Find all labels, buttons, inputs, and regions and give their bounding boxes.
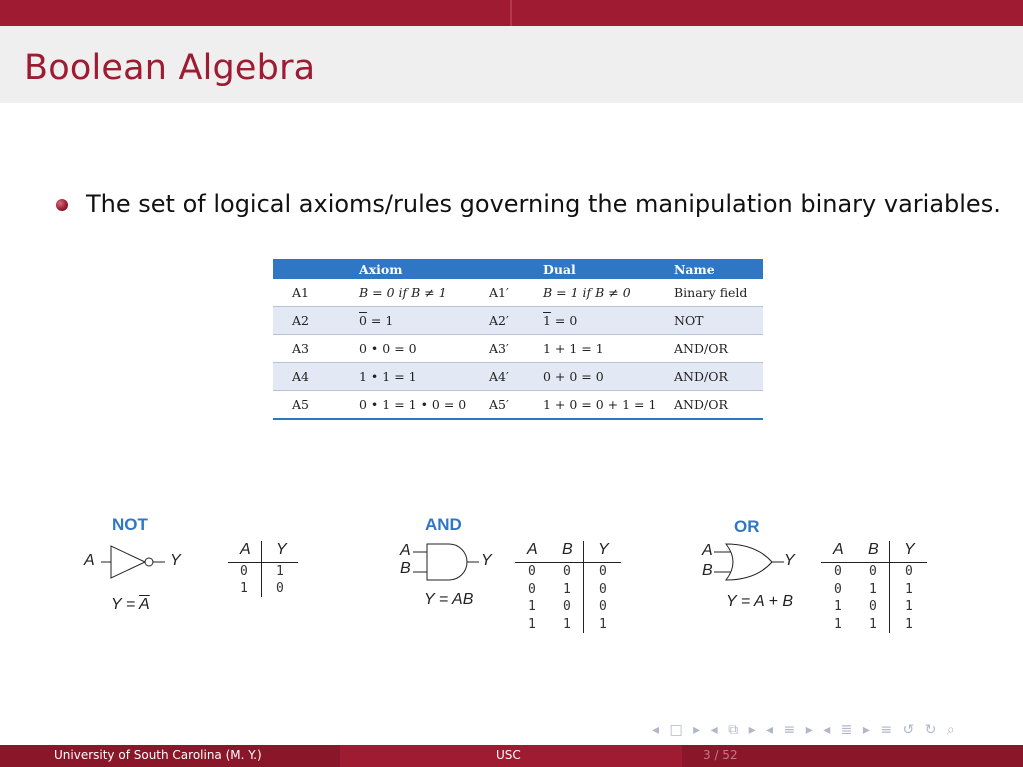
nav-section-icon[interactable]: ◂ ⧉ ▸: [710, 722, 759, 738]
beamer-navigation[interactable]: [652, 722, 958, 738]
table-row: [273, 363, 763, 391]
axiom-expr: 0 • 0 = 0: [359, 335, 489, 363]
or-input-b: B: [702, 562, 713, 579]
axiom-expr-rest: = 1: [366, 313, 394, 328]
dual-id: A5′: [489, 391, 543, 420]
table-row: [273, 391, 763, 420]
top-header-bar: [0, 0, 1023, 26]
tt-cell: 0: [563, 599, 571, 614]
axiom-table-header: [273, 259, 763, 279]
dual-overline-value: 1: [543, 313, 551, 328]
and-output-y: Y: [481, 552, 492, 569]
not-gate-title: NOT: [112, 515, 148, 534]
not-input-a: A: [84, 552, 95, 569]
header-axiom: Axiom: [359, 259, 489, 279]
not-output-y: Y: [170, 552, 181, 569]
bullet-text: The set of logical axioms/rules governing the manipulation binary variables.: [86, 190, 1001, 218]
dual-expr-rest: = 0: [550, 313, 578, 328]
axiom-id: A3: [273, 335, 359, 363]
axiom-expr: B = 0 if B ≠ 1: [359, 279, 489, 307]
nav-section-list-icon[interactable]: ◂ ≣ ▸: [823, 722, 873, 738]
tt-cell: 0: [834, 564, 842, 579]
tt-header: Y: [276, 541, 287, 558]
header-dual: Dual: [543, 259, 674, 279]
nav-search-icon[interactable]: ↺ ↻ ⌕: [902, 722, 958, 738]
tt-cell: 1: [905, 617, 913, 632]
dual-id: A1′: [489, 279, 543, 307]
dual-expr: [543, 307, 674, 335]
dual-id: A2′: [489, 307, 543, 335]
axiom-name: AND/OR: [674, 335, 763, 363]
page-number: 3 / 52: [703, 748, 738, 762]
axiom-name: AND/OR: [674, 391, 763, 420]
dual-expr: 1 + 0 = 0 + 1 = 1: [543, 391, 674, 420]
tt-cell: 0: [599, 599, 607, 614]
tt-header: Y: [904, 541, 915, 558]
tt-cell: 1: [276, 564, 284, 579]
tt-hline: [228, 562, 298, 563]
header-divider: [510, 0, 512, 26]
tt-cell: 0: [276, 581, 284, 596]
axiom-id: A4: [273, 363, 359, 391]
tt-cell: 0: [869, 599, 877, 614]
tt-header: B: [562, 541, 573, 558]
tt-cell: 1: [240, 581, 248, 596]
axiom-name: NOT: [674, 307, 763, 335]
tt-header: B: [868, 541, 879, 558]
tt-cell: 0: [905, 564, 913, 579]
axiom-overline-value: 0: [359, 313, 367, 328]
tt-cell: 1: [834, 617, 842, 632]
and-input-b: B: [400, 560, 411, 577]
tt-vline: [261, 541, 262, 597]
dual-id: A3′: [489, 335, 543, 363]
tt-hline: [515, 562, 621, 563]
tt-cell: 0: [869, 564, 877, 579]
and-equation: Y = AB: [424, 591, 474, 608]
tt-vline: [583, 541, 584, 633]
footer-right-segment: [682, 745, 1023, 767]
dual-expr: 0 + 0 = 0: [543, 363, 674, 391]
axiom-name: Binary field: [674, 279, 763, 307]
not-eq-over: $\overline{A}$: [139, 596, 150, 613]
dual-expr: 1 + 1 = 1: [543, 335, 674, 363]
footer-author: University of South Carolina (M. Y.): [54, 748, 262, 762]
tt-hline: [821, 562, 927, 563]
tt-cell: 0: [599, 582, 607, 597]
table-row: [273, 335, 763, 363]
or-gate-title: OR: [734, 517, 760, 536]
tt-cell: 1: [528, 599, 536, 614]
bullet-ball-icon: [56, 199, 68, 211]
tt-vline: [889, 541, 890, 633]
dual-expr: B = 1 if B ≠ 0: [543, 279, 674, 307]
nav-prev-frame-icon[interactable]: ◂ □ ▸: [652, 722, 704, 738]
tt-cell: 1: [563, 617, 571, 632]
or-input-a: A: [702, 542, 713, 559]
not-equation: [111, 596, 150, 614]
tt-cell: 1: [869, 617, 877, 632]
tt-cell: 1: [528, 617, 536, 632]
nav-toc-icon[interactable]: ≡: [880, 722, 903, 738]
tt-header: A: [527, 541, 538, 558]
table-row: [273, 279, 763, 307]
axiom-id: A2: [273, 307, 359, 335]
axiom-table: [273, 259, 763, 420]
tt-cell: 0: [834, 582, 842, 597]
and-gate-title: AND: [425, 515, 462, 534]
tt-cell: 0: [240, 564, 248, 579]
tt-cell: 0: [563, 564, 571, 579]
or-output-y: Y: [784, 552, 795, 569]
tt-cell: 1: [834, 599, 842, 614]
tt-cell: 1: [905, 599, 913, 614]
and-input-a: A: [400, 542, 411, 559]
axiom-id: A1: [273, 279, 359, 307]
tt-cell: 1: [599, 617, 607, 632]
tt-header: A: [240, 541, 251, 558]
footer-institution: USC: [496, 748, 521, 762]
tt-cell: 1: [563, 582, 571, 597]
footer-center-segment: [340, 745, 682, 767]
tt-cell: 1: [905, 582, 913, 597]
footer-left-segment: [0, 745, 340, 767]
axiom-name: AND/OR: [674, 363, 763, 391]
tt-header: A: [833, 541, 844, 558]
nav-subsection-icon[interactable]: ◂ ≡ ▸: [766, 722, 816, 738]
tt-cell: 0: [528, 564, 536, 579]
slide-title: Boolean Algebra: [24, 48, 316, 88]
axiom-expr: 0 • 1 = 1 • 0 = 0: [359, 391, 489, 420]
tt-cell: 0: [599, 564, 607, 579]
or-equation: Y = A + B: [726, 593, 794, 610]
dual-id: A4′: [489, 363, 543, 391]
table-row: [273, 307, 763, 335]
not-eq-prefix: Y =: [111, 596, 140, 613]
tt-cell: 1: [869, 582, 877, 597]
footer-bar: [0, 745, 1023, 767]
tt-cell: 0: [528, 582, 536, 597]
axiom-expr: 1 • 1 = 1: [359, 363, 489, 391]
tt-header: Y: [598, 541, 609, 558]
header-name: Name: [674, 259, 763, 279]
axiom-expr: [359, 307, 489, 335]
axiom-id: A5: [273, 391, 359, 420]
